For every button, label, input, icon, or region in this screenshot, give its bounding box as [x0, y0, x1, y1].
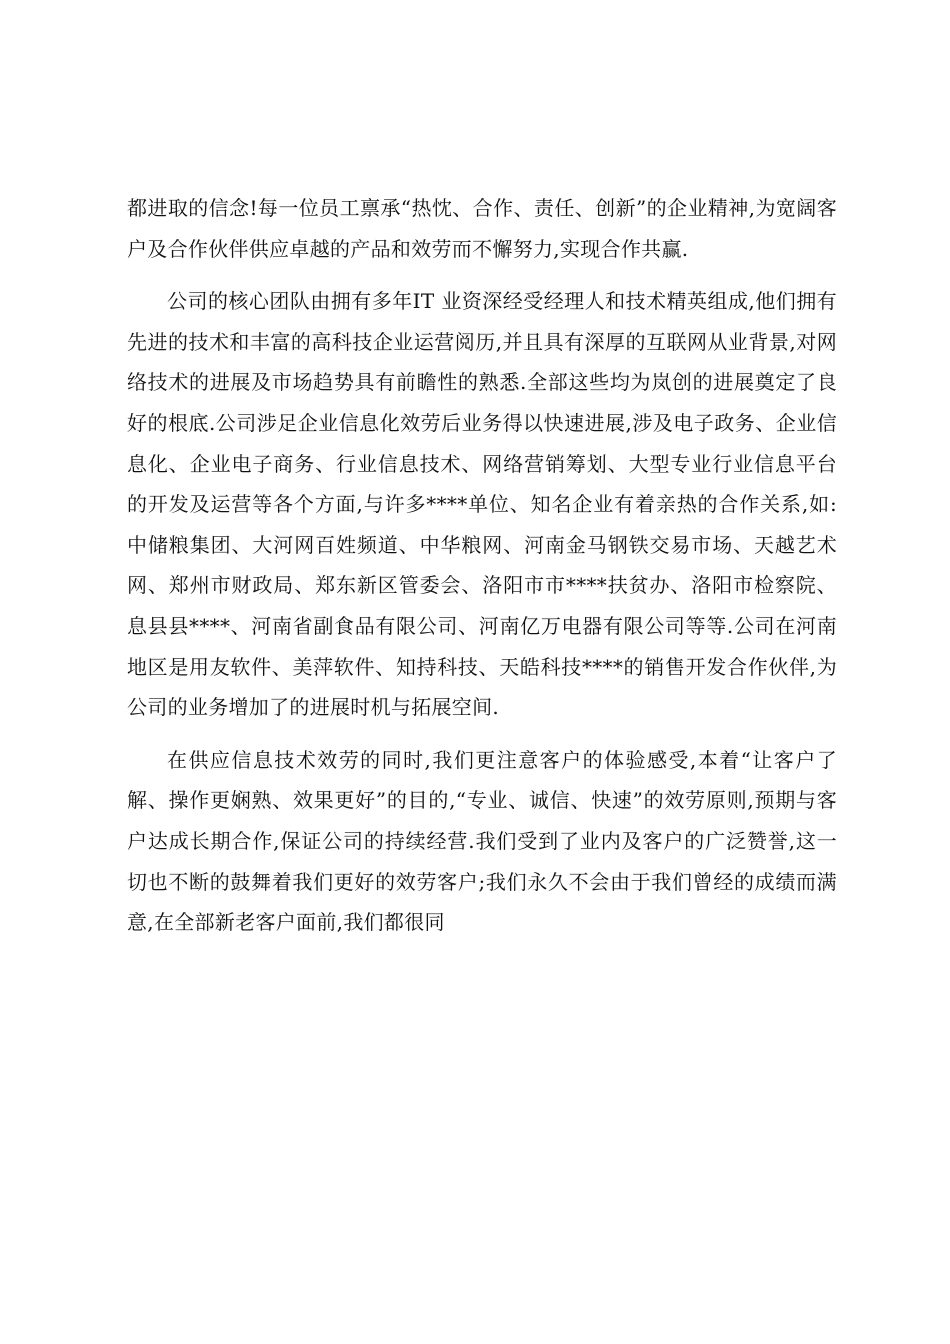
- document-body: [127, 188, 837, 943]
- paragraph-service-philosophy: 在供应信息技术效劳的同时,我们更注意客户的体验感受,本着“让客户了解、操作更娴熟、效果更好”的目的,“专业、诚信、快速”的效劳原则,预期与客户达成长期合作,保证公司的持续经营.我们受到了业内及客户的广泛赞誉,这一切也不断的鼓舞着我们更好的效劳客户;我们永久不会由于我们曾经的成绩而满意,在全部新老客户面前,我们都很同: [127, 747, 837, 935]
- paragraph-continuation: 都进取的信念!每一位员工禀承“热忱、合作、责任、创新”的企业精神,为宽阔客户及合作伙伴供应卓越的产品和效劳而不懈努力,实现合作共赢.: [127, 196, 837, 261]
- paragraph-core-team: 公司的核心团队由拥有多年IT 业资深经受经理人和技术精英组成,他们拥有先进的技术和丰富的高科技企业运营阅历,并且具有深厚的互联网从业背景,对网络技术的进展及市场趋势具有前瞻性的熟悉.全部这些均为岚创的进展奠定了良好的根底.公司涉足企业信息化效劳后业务得以快速进展,涉及电子政务、企业信息化、企业电子商务、行业信息技术、网络营销筹划、大型专业行业信息平台的开发及运营等各个方面,与许多****单位、知名企业有着亲热的合作关系,如:中储粮集团、大河网百姓频道、中华粮网、河南金马钢铁交易市场、天越艺术网、郑州市财政局、郑东新区管委会、洛阳市市****扶贫办、洛阳市检察院、息县县****、河南省副食品有限公司、河南亿万电器有限公司等等.公司在河南地区是用友软件、美萍软件、知持科技、天皓科技****的销售开发合作伙伴,为公司的业务增加了的进展时机与拓展空间.: [127, 289, 837, 720]
